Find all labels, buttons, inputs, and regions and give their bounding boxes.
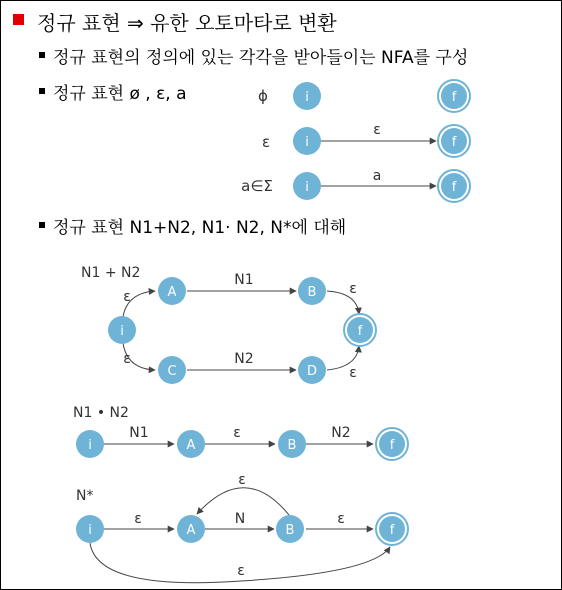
svg-text:f: f [451,180,457,195]
basic-phi-nfa [258,80,470,112]
svg-text:B: B [287,438,297,453]
svg-text:f: f [451,90,457,105]
edge-label: a [372,168,382,184]
svg-text:A: A [186,438,196,453]
nfa-diagrams [1,1,561,589]
svg-text:C: C [167,364,177,379]
edge-a-b-label: ε [233,425,241,441]
concat-nfa [73,405,408,460]
svg-text:B: B [285,523,295,538]
star-title: N* [76,488,94,504]
phi-label: ϕ [258,87,268,105]
edge-b-f-label: N2 [331,425,351,441]
svg-text:D: D [306,364,318,379]
state-a [158,277,186,305]
state-f-accepting [438,80,470,112]
state-i [76,515,104,543]
svg-text:B: B [307,285,317,300]
edge-d-f-label: ε [349,365,357,381]
state-i [293,82,321,110]
state-f-accepting [376,428,408,460]
svg-text:f: f [451,135,457,150]
edge-i-a-label: ε [134,511,142,527]
state-a [177,515,205,543]
state-f-accepting [376,513,408,545]
edge-i-a-label: N1 [129,425,149,441]
state-i [293,127,321,155]
concat-title: N1 • N2 [73,405,129,421]
state-b [298,277,326,305]
svg-text:i: i [305,90,309,105]
edge-i-f-label: ε [237,563,245,579]
edge-b-a-label: ε [238,472,246,488]
svg-text:i: i [305,135,309,150]
state-d [298,356,326,384]
edge-i-a-label: ε [123,289,131,305]
basic-epsilon-nfa [262,122,470,157]
edge-label: ε [373,122,381,138]
svg-text:i: i [120,324,124,339]
state-b [276,515,304,543]
epsilon-label: ε [261,133,271,151]
svg-text:f: f [357,324,363,339]
state-c [158,356,186,384]
edge-a-b-label: N1 [234,272,254,288]
edge-b-f-label: ε [349,281,357,297]
svg-text:f: f [389,438,395,453]
symbol-label: a∈Σ [241,177,273,195]
union-title: N1 + N2 [81,265,141,281]
edge-a-b-label: N [234,511,246,527]
slide-title: 정규 표현 ⇒ 유한 오토마타로 변환 [37,11,337,35]
bullet-nfa-definition: 정규 표현의 정의에 있는 각각을 받아들이는 NFA를 구성 [53,48,469,68]
state-a [177,430,205,458]
state-f-accepting [438,125,470,157]
state-i [293,172,321,200]
bullet-basic-expressions: 정규 표현 ø , ε, a [53,84,187,104]
state-f-accepting [438,170,470,202]
svg-text:i: i [88,523,92,538]
state-f-accepting [344,314,376,346]
svg-text:i: i [305,180,309,195]
svg-text:f: f [389,523,395,538]
edge-c-d-label: N2 [234,351,254,367]
bullet-compound-expressions: 정규 표현 N1+N2, N1· N2, N*에 대해 [53,218,347,238]
edge-b-f-label: ε [337,511,345,527]
svg-text:i: i [88,438,92,453]
svg-text:A: A [186,523,196,538]
basic-symbol-nfa [241,168,470,202]
state-i [108,316,136,344]
svg-text:A: A [167,285,177,300]
union-nfa [81,265,376,384]
star-nfa [76,472,408,583]
state-b [278,430,306,458]
edge-i-c-label: ε [123,351,131,367]
state-i [76,430,104,458]
